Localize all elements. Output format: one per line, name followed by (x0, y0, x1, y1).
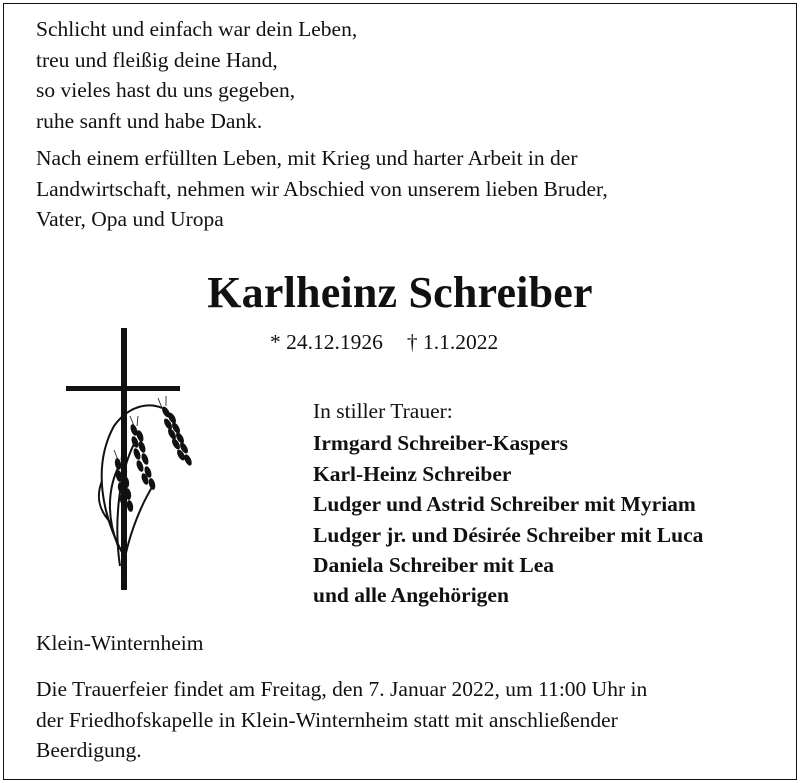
intro-line: Vater, Opa und Uropa (36, 207, 224, 231)
intro-line: Nach einem erfüllten Leben, mit Krieg und harter Arbeit in der (36, 146, 578, 170)
family-member: Ludger jr. und Désirée Schreiber mit Luca (313, 522, 704, 547)
deceased-name: Karlheinz Schreiber (207, 268, 593, 317)
family-member: Ludger und Astrid Schreiber mit Myriam (313, 492, 696, 517)
cross-with-wheat-icon (62, 326, 202, 592)
poem-line: Schlicht und einfach war dein Leben, (36, 17, 358, 41)
poem-line: treu und fleißig deine Hand, (36, 47, 278, 72)
funeral-line: Beerdigung. (36, 738, 142, 762)
mourners-block (313, 396, 703, 611)
place-name: Klein-Winternheim (36, 631, 204, 655)
mourning-heading: In stiller Trauer: (313, 399, 453, 423)
intro-line: Landwirtschaft, nehmen wir Abschied von unserem lieben Bruder, (36, 176, 608, 201)
intro-text (36, 143, 776, 235)
family-member: Daniela Schreiber mit Lea (313, 553, 555, 578)
family-member: Irmgard Schreiber-Kaspers (313, 431, 568, 456)
poem (36, 14, 776, 136)
funeral-line: der Friedhofskapelle in Klein-Winternheim statt mit anschließender (36, 707, 618, 732)
funeral-notice (36, 674, 776, 766)
funeral-line: Die Trauerfeier findet am Freitag, den 7. Januar 2022, um 11:00 Uhr in (36, 677, 648, 701)
family-member: Karl-Heinz Schreiber (313, 461, 512, 486)
poem-line: ruhe sanft und habe Dank. (36, 108, 263, 133)
death-date: † 1.1.2022 (406, 330, 499, 354)
family-member: und alle Angehörigen (313, 583, 509, 608)
birth-date: * 24.12.1926 (270, 330, 383, 354)
poem-line: so vieles hast du uns gegeben, (36, 78, 296, 102)
life-dates (270, 327, 498, 357)
